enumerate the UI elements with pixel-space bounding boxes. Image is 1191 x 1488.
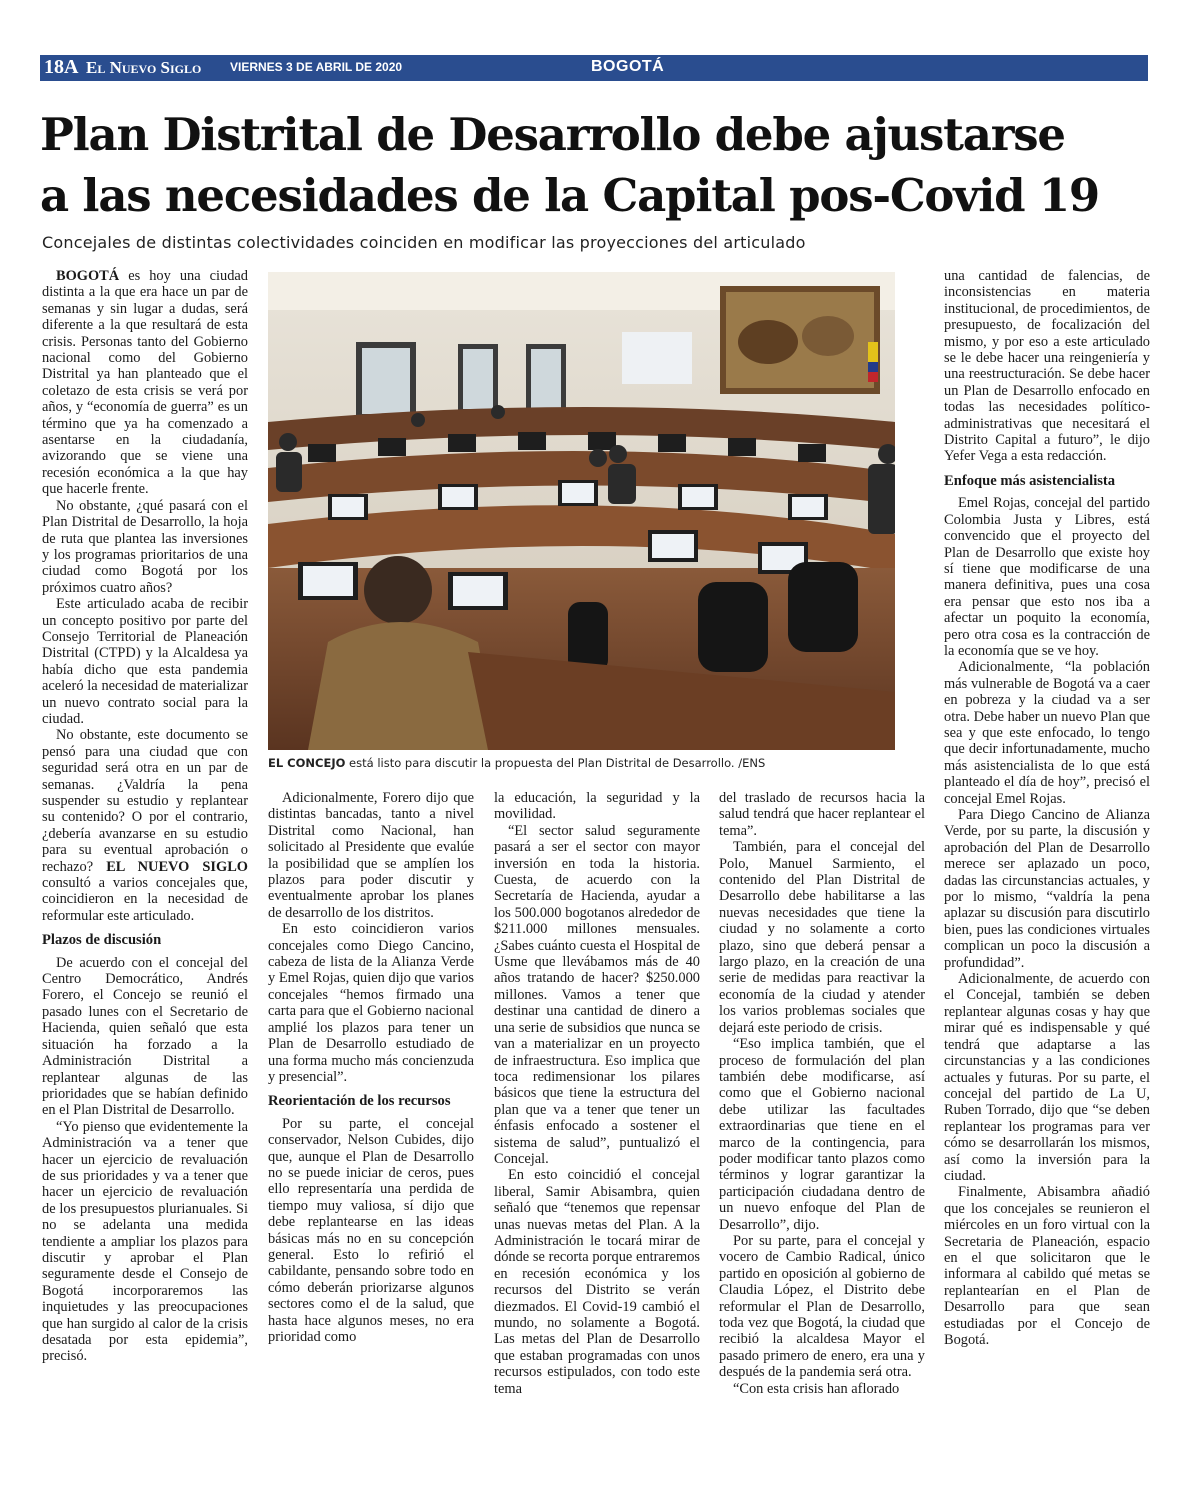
paragraph: No obstante, este documento se pensó para una ciudad que con seguridad será otra en un par de semanas. ¿Valdría la pena suspender su estudio y replantear su contenido? O por el contrario, ¿debería avanzarse en su estudio para su eventual aprobación o rechazo? EL NUEVO SIGLO consultó a varios concejales que, coincidieron en la necesidad de reformular este articulado. (42, 727, 248, 924)
photo-caption (268, 756, 895, 771)
paragraph: Para Diego Cancino de Alianza Verde, por su parte, la discusión y aprobación del Plan de Desarrollo merece ser aplazado un poco, dadas las circunstancias actuales, y por lo mismo, “valdría la pena aplazar su discusión para discutirlo bien, pues las condiciones virtuales complican un poco la discusión a profundidad”. (944, 807, 1150, 971)
page-number: 18A (44, 56, 79, 78)
paragraph: Adicionalmente, Forero dijo que distintas bancadas, tanto a nivel Distrital como Nacional, han solicitado al Presidente que evalúe la posibilidad que se amplíen los plazos para poder discutir y eventualmente aprobar los planes de desarrollo de los distritos. (268, 790, 474, 921)
paragraph: Por su parte, para el concejal y vocero de Cambio Radical, único partido en oposición al gobierno de Claudia López, el Distrito debe reformular el Plan de Desarrollo, toda vez que Bogotá, la ciudad que recibió la alcaldesa Mayor el pasado primero de enero, era una y después de la pandemia será otra. (719, 1232, 925, 1381)
council-chamber-photo (268, 272, 895, 750)
issue-date: VIERNES 3 DE ABRIL DE 2020 (230, 60, 403, 74)
paragraph: “Yo pienso que evidentemente la Administración va a tener que hacer un ejercicio de revaluación de sus prioridades y va a tener que hacer un ejercicio de revaluación de los presupuestos plurianuales. Si no se adelanta una medida tendiente a ampliar los plazos para discutir y aprobar el Plan seguramente desde el Consejo de Bogotá incorporaremos las inquietudes y las preocupaciones que han surgido al calor de la crisis desatada por esta epidemia”, precisó. (42, 1118, 248, 1365)
paragraph: Adicionalmente, de acuerdo con el Concejal, también se deben replantear algunas cosas y hay que mirar qué es indispensable y qué tendrá que adaptarse a las circunstancias y a las condiciones actuales y futuras. Por su parte, el concejal del partido de La U, Ruben Torrado, dijo que “se deben replantear los programas para ver cómo se desarrollarán los mismos, así como la inversión para la ciudad. (944, 971, 1150, 1184)
paragraph: “Con esta crisis han aflorado (733, 1380, 900, 1397)
caption-text: está listo para discutir la propuesta del Plan Distrital de Desarrollo. /ENS (345, 756, 766, 770)
caption-label: EL CONCEJO (268, 756, 346, 770)
paragraph: una cantidad de falencias, de inconsistencias en materia institucional, de procedimientos, de presupuesto, de focalización del mismo, y por eso a este articulado se le debe hacer una reingeniería y una reestructuración. Se debe hacer un Plan de Desarrollo enfocado en todas las necesidades político-administrativas que necesitará el Distrito Capital a futuro”, le dijo Yefer Vega a esta redacción. (944, 268, 1150, 465)
article-column-5 (944, 268, 1150, 1348)
paragraph: la educación, la seguridad y la movilidad. (494, 790, 700, 823)
paragraph: “Eso implica también, que el proceso de formulación del plan también debe modificarse, así como que el Gobierno nacional debe utilizar las facultades extraordinarias que tiene en el marco de la contingencia, para poder modificar tanto plazos como términos y lograr garantizar la participación ciudadana dentro de un nuevo enfoque del Plan de Desarrollo”, dijo. (719, 1036, 925, 1233)
newspaper-name: EL NUEVO SIGLO (106, 858, 248, 875)
subheading: Enfoque más asistencialista (944, 472, 1116, 489)
paragraph: Este articulado acaba de recibir un concepto positivo por parte del Consejo Territorial de Planeación Distrital (CTPD) y la Alcaldesa ya había dicho que esta pandemia aceleró la necesidad de materializar un nuevo contrato social para la ciudad. (42, 596, 248, 727)
section-name: BOGOTÁ (591, 58, 665, 75)
headline-line-1: Plan Distrital de Desarrollo debe ajustarse (40, 108, 1065, 161)
paragraph: De acuerdo con el concejal del Centro Democrático, Andrés Forero, el Concejo se reunió el pasado lunes con el Secretario de Hacienda, quien señaló que esta situación ha forzado a la Administración Distrital a replantear algunas de las prioridades que se habían definido en el Plan Distrital de Desarrollo. (42, 954, 248, 1119)
article-column-2 (268, 790, 474, 1345)
paragraph: “El sector salud seguramente pasará a ser el sector con mayor inversión en toda la historia. Cuesta, de acuerdo con la Secretaría de Hacienda, ayudar a los 500.000 bogotanos alrededor de $211.000 millones mensuales. ¿Sabes cuánto cuesta el Hospital de Usme que llevábamos más de 40 años tratando de hacer? $250.000 millones. Vamos a tener que destinar una cantidad de dinero a una serie de subsidios que nunca se van a materializar en un proyecto de infraestructura. Eso implica que toca redimensionar los pilares básicos que tiene la estructura del plan que va a tener que tener un énfasis enfocado a sostener el sistema de salud”, puntualizó el Concejal. (494, 822, 700, 1167)
masthead: El Nuevo Siglo (86, 58, 202, 77)
article-column-3 (494, 790, 700, 1397)
article-column-4 (719, 790, 925, 1397)
article-column-1 (42, 268, 248, 1365)
paragraph: Adicionalmente, “la población más vulnerable de Bogotá va a caer en pobreza y la ciudad va a ser otra. Debe haber un nuevo Plan que sea y que este enfocado, lo tengo que decir infortunadamente, mucho más asistencialista de lo que está planteado el día de hoy”, precisó el concejal Emel Rojas. (944, 659, 1150, 807)
paragraph: No obstante, ¿qué pasará con el Plan Distrital de Desarrollo, la hoja de ruta que plantea las inversiones y los programas prioritarios de una ciudad como Bogotá por los próximos cuatro años? (42, 497, 248, 596)
paragraph: Por su parte, el concejal conservador, Nelson Cubides, dijo que, aunque el Plan de Desarrollo no se puede iniciar de ceros, pues ello representaría una perdida de tiempo muy valiosa, sí dijo que debe replantearse en las ideas básicas más no en su concepción general. Esto lo refirió el cabildante, pensando sobre todo en cómo deberán priorizarse algunos sectores como el de la salud, que hasta hace algunos meses, no era prioridad como (268, 1115, 474, 1345)
paragraph: En esto coincidieron varios concejales como Diego Cancino, cabeza de lista de la Alianza Verde y Emel Rojas, quien dijo que varios concejales “hemos firmado una carta para que el Gobierno nacional amplié los plazos para tener un Plan de Desarrollo estudiado de una forma mucho más concienzuda y presencial”. (268, 921, 474, 1085)
headline (40, 104, 1150, 226)
paragraph: En esto coincidió el concejal liberal, Samir Abisambra, quien señaló que “tenemos que repensar unas nuevas metas del Plan. A la Administración le tocará mirar de dónde se recorta porque entraremos en recesión económica y los recursos del Distrito se verán diezmados. El Covid-19 cambió el mundo, no solamente a Bogotá. Las metas del Plan de Desarrollo que estaban programadas con unos recursos estipulados, con todo este tema (494, 1167, 700, 1397)
dateline: BOGOTÁ (56, 268, 120, 284)
paragraph: del traslado de recursos hacia la salud tendrá que hacer replantear el tema”. (719, 790, 925, 839)
paragraph: BOGOTÁ es hoy una ciudad distinta a la que era hace un par de semanas y sin lugar a dudas, será diferente a la que resultará de esta crisis. Personas tanto del Gobierno nacional como del Gobierno Distrital ya han planteado que el coletazo de esta crisis se verá por años, y “economía de guerra” es un término que ya ha comenzado a asentarse en la ciudadanía, avizorando que se viene una recesión económica a la que hay que hacerle frente. (42, 268, 248, 498)
page-header-bar (40, 55, 1148, 81)
subheading: Reorientación de los recursos (268, 1093, 451, 1110)
subheadline: Concejales de distintas colectividades coinciden en modificar las proyecciones del articulado (42, 233, 806, 252)
paragraph: También, para el concejal del Polo, Manuel Sarmiento, el contenido del Plan Distrital de Desarrollo debe habilitarse a las nuevas necesidades que tiene la ciudad y no solamente a corto plazo, sino que deberá pensar a largo plazo, en la creación de una serie de medidas para reactivar la economía de la ciudad y atender los varios problemas sociales que dejará este periodo de crisis. (719, 839, 925, 1036)
paragraph: Finalmente, Abisambra añadió que los concejales se reunieron el miércoles en un foro virtual con la Secretaria de Planeación, espacio en el que solicitaron que le informara al cabildo qué metas se replantearían en el Plan de Desarrollo para que sean estudiadas por el Concejo de Bogotá. (944, 1184, 1150, 1348)
subheading: Plazos de discusión (42, 932, 162, 949)
paragraph: Emel Rojas, concejal del partido Colombia Justa y Libres, está convencido que el proyecto del Plan de Desarrollo que existe hoy sí tiene que modificarse de una manera definitiva, pues una cosa era pensar que esto nos iba a afectar un poquito la economía, pero otra cosa es la contracción de la economía que se ve hoy. (944, 495, 1150, 659)
headline-line-2: a las necesidades de la Capital pos-Covid 19 (40, 169, 1100, 222)
